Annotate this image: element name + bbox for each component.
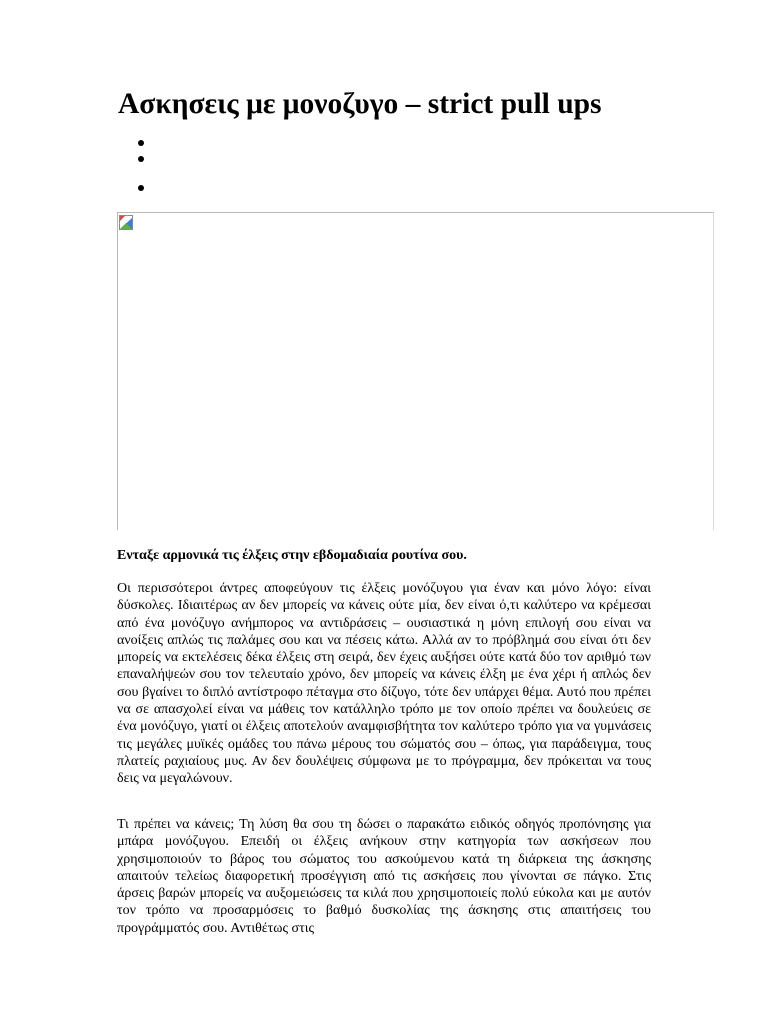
body-paragraph: Τι πρέπει να κάνεις; Τη λύση θα σου τη δώσει ο παρακάτω ειδικός οδηγός προπόνησης για μπάρα μονόζυγου. Επειδή οι έλξεις ανήκουν στην κατηγορία των ασκήσεων που χρησιμοποιούν το βάρος του σώματος του ασκούμενου κατά τη διάρκεια της άσκησης απαιτούν τελείως διαφορετική προσέγγιση από τις ασκήσεις που γίνονται σε πάγκο. Στις άρσεις βαρών μπορείς να αυξομειώσεις τα κιλά που χρησιμοποιείς πολύ εύκολα και με αυτόν τον τρόπο να προσαρμόσεις το βαθμό δυσκολίας της άσκησης στις απαιτήσεις του προγράμματός σου. Αντιθέτως στις (117, 817, 651, 936)
image-placeholder (117, 212, 714, 530)
bullet-dot (138, 140, 144, 146)
bullet-dot (138, 156, 144, 162)
bullet-dot (138, 185, 144, 191)
body-paragraph: Οι περισσότεροι άντρες αποφεύγουν τις έλξεις μονόζυγου για έναν και μόνο λόγο: είναι δύσκολες. Ιδιαιτέρως αν δεν μπορείς να κάνεις ούτε μία, δεν είναι ό,τι καλύτερο να κρέμεσαι από ένα μονόζυγο ανήμπορος να αντιδράσεις – ουσιαστικά η μόνη επιλογή σου είναι να ανοίξεις απλώς τις παλάμες σου και να πέσεις κάτω. Αλλά αν το πρόβλημά σου είναι ότι δεν μπορείς να εκτελέσεις δέκα έλξεις στη σειρά, δεν έχεις αυξήσει ούτε κατά δύο τον αριθμό των επαναλήψεών σου τον τελευταίο χρόνο, δεν μπορείς να κάνεις έλξη με ένα χέρι ή απλώς δεν σου βγαίνει το διπλό αντίστροφο πέταγμα στο δίζυγο, τότε δεν υπάρχει θέμα. Αυτό που πρέπει να σε απασχολεί είναι να μάθεις τον κατάλληλο τρόπο με τον οποίο πρέπει να δουλεύεις σε ένα μονόζυγο, γιατί οι έλξεις αποτελούν αναμφισβήτητα τον καλύτερο τρόπο για να γυμνάσεις τις μεγάλες μυϊκές ομάδες του πάνω μέρους του σώματός σου – όπως, για παράδειγμα, τους πλατείς ραχιαίους μυς. Αν δεν δουλέψεις σύμφωνα με το πρόγραμμα, δεν πρόκειται να τους δεις να μεγαλώνουν. (117, 581, 651, 787)
section-subtitle: Ενταξε αρμονικά τις έλξεις στην εβδομαδιαία ρουτίνα σου. (117, 548, 467, 563)
broken-image-icon (119, 215, 133, 230)
page-title: Ασκησεις με μονοζυγο – strict pull ups (118, 88, 602, 120)
